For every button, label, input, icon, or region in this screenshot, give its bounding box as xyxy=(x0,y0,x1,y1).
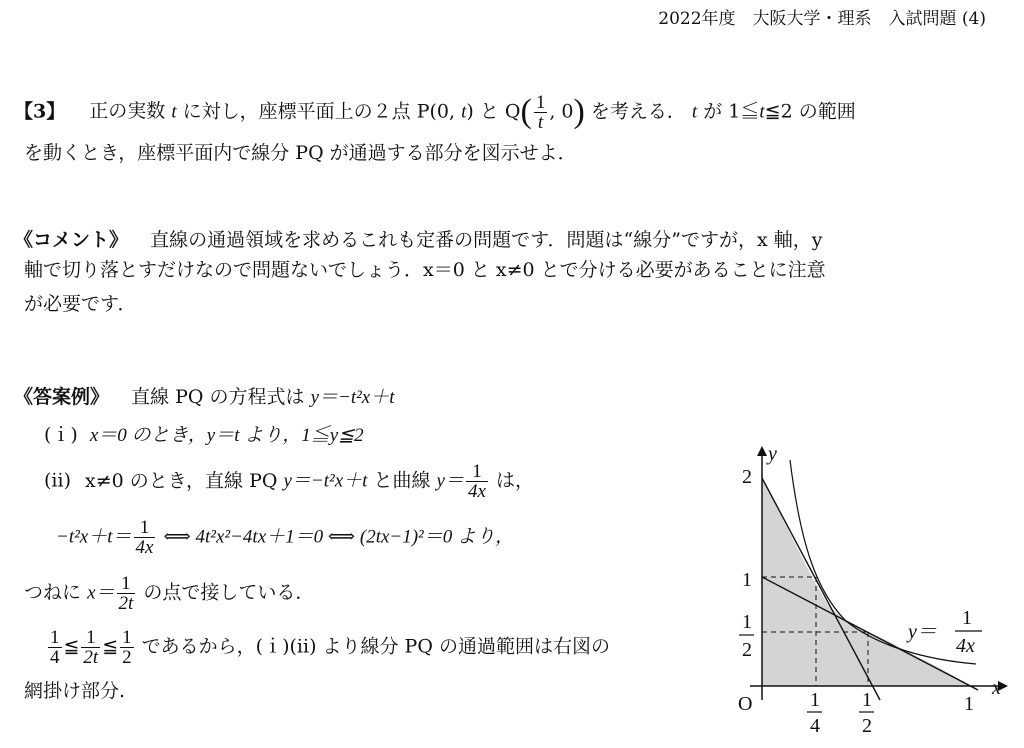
origin-label: O xyxy=(738,693,753,715)
curve-label-num: 1 xyxy=(962,607,972,629)
fraction-1-over-t: $\frac{1}{t}$ xyxy=(535,91,546,133)
fraction-1-over-4x: $\frac{1}{4x}$ xyxy=(467,461,486,502)
y-axis-label: y xyxy=(768,443,777,465)
answer-line-1: 《答案例》 直線 PQ の方程式は y＝−t²x＋t xyxy=(14,386,395,408)
curve-label-den: 4x xyxy=(956,635,975,657)
fraction-1-over-4x-eq: $\frac{1}{4x}$ xyxy=(135,517,154,558)
x-tick-half-den: 2 xyxy=(862,715,872,737)
comment-line-2: 軸で切り落とすだけなので問題ないでしょう．x＝0 と x≠0 とで分ける必要があることに注意 xyxy=(24,259,826,281)
answer-equivalence: −t²x＋t＝ $\frac{1}{4x}$ ⟺ 4t²x²−4tx＋1＝0 ⟺ (2tx−1)²＝0 より， xyxy=(56,517,514,558)
problem-line-2: を動くとき，座標平面内で線分 PQ が通過する部分を図示せよ． xyxy=(24,142,577,164)
y-axis-arrow xyxy=(757,446,767,456)
x-tick-quarter-num: 1 xyxy=(810,689,820,711)
y-tick-2: 2 xyxy=(742,466,752,488)
answer-case-2: (ⅱ) x≠0 のとき，直線 PQ y＝−t²x＋t と曲線 y＝ $\frac{1}{4x}$ は， xyxy=(44,461,534,502)
y-tick-half-den: 2 xyxy=(742,639,752,661)
problem-label: 【3】 xyxy=(14,100,66,123)
answer-case-1: (ｉ) x＝0 のとき，y＝t より，1≦y≦2 xyxy=(44,424,364,446)
shaded-region xyxy=(762,478,972,686)
y-tick-1: 1 xyxy=(742,569,752,591)
comment-line-1: 《コメント》 直線の通過領域を求めるこれも定番の問題です．問題は“線分”ですが，x 軸，y xyxy=(14,229,823,251)
comment-line-3: が必要です． xyxy=(24,293,137,315)
answer-label: 《答案例》 xyxy=(14,386,110,408)
page-header: 2022年度 大阪大学・理系 入試問題 (4) xyxy=(658,9,986,29)
problem-line-1: 【3】 正の実数 t に対し，座標平面上の２点 P(0, t) と Q( $\frac{1}{t}$ , 0) を考える． t が 1≦t≦2 の範囲 xyxy=(14,91,856,133)
x-tick-1: 1 xyxy=(964,693,974,715)
region-graph xyxy=(720,438,1020,743)
x-tick-half-num: 1 xyxy=(862,689,872,711)
answer-tangent: つねに x＝ $\frac{1}{2t}$ の点で接している． xyxy=(24,573,315,614)
answer-conclusion-2: 網掛け部分. xyxy=(24,680,126,702)
comment-label: 《コメント》 xyxy=(14,229,129,251)
x-axis-label: x xyxy=(992,677,1001,699)
fraction-1-over-2t: $\frac{1}{2t}$ xyxy=(118,573,134,614)
y-tick-half-num: 1 xyxy=(742,611,752,633)
answer-conclusion: $\frac{1}{4}$ ≦ $\frac{1}{2t}$ ≦ $\frac{1}{2}$ であるから，(ｉ)(ⅱ) より線分 PQ の通過範囲は右図の xyxy=(50,627,610,668)
x-tick-quarter-den: 4 xyxy=(810,715,820,737)
curve-label: y＝ xyxy=(908,621,937,643)
